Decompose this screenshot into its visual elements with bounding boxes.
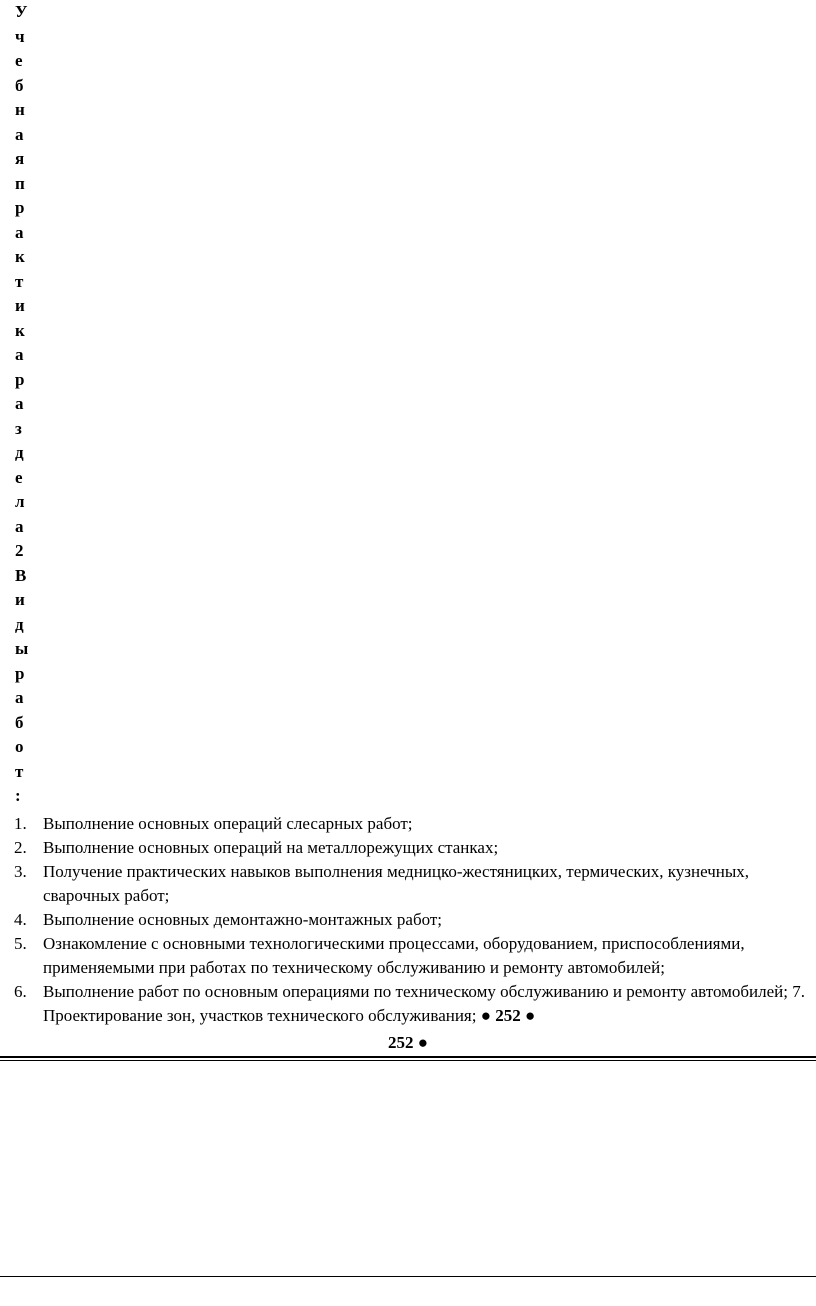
page-divider (0, 1056, 816, 1058)
heading-char: а (15, 516, 24, 536)
heading-char: я (15, 149, 25, 168)
list-item-number: 3. (14, 862, 27, 881)
heading-char: п (15, 173, 25, 193)
heading-char: ч (15, 26, 25, 46)
heading-char: а (15, 394, 24, 413)
heading-char: о (15, 737, 24, 756)
heading-char: з (15, 418, 22, 438)
heading-char: 2 (15, 541, 24, 560)
work-list (14, 812, 814, 1028)
heading-char: е (15, 467, 23, 487)
heading-char: т (15, 271, 24, 291)
heading-char: б (15, 75, 24, 95)
heading-char: р (15, 369, 25, 389)
heading-char: а (15, 222, 24, 242)
list-item-text: Выполнение работ по основным операциями по техническому обслуживанию и ремонту автомобилей; 7. Проектирование зон, участков технического обслуживания; (43, 982, 805, 1025)
heading-char: б (15, 712, 24, 732)
list-item-text: Выполнение основных операций слесарных работ; (43, 814, 413, 833)
heading-char: е (15, 51, 23, 70)
list-item-number: 6. (14, 982, 27, 1001)
heading-char: ы (15, 639, 29, 658)
heading-char: р (15, 198, 25, 217)
list-item (14, 980, 814, 1028)
heading-char: к (15, 247, 25, 266)
list-item (14, 932, 814, 980)
list-item-number: 2. (14, 838, 27, 857)
heading-char: : (15, 786, 21, 805)
heading-char: д (15, 614, 24, 634)
list-item-text: Выполнение основных демонтажно-монтажных работ; (43, 910, 443, 929)
list-item (14, 908, 814, 932)
heading-char: д (15, 443, 24, 462)
heading-char: р (15, 663, 25, 683)
vertical-heading (15, 0, 45, 809)
list-item-text: Ознакомление с основными технологическими процессами, оборудованием, приспособлениями, применяемыми при работах по техническому обслуживанию и ремонту автомобилей; (43, 934, 745, 977)
list-item-text: Выполнение основных операций на металлорежущих станках; (43, 838, 499, 857)
page-number (0, 1033, 816, 1053)
bullet-icon: ● (525, 1006, 536, 1025)
list-item-number: 5. (14, 934, 27, 953)
list-item-number: 4. (14, 910, 27, 929)
heading-char: к (15, 320, 25, 340)
heading-char: У (15, 2, 28, 21)
heading-char: а (15, 688, 24, 707)
heading-char: В (15, 565, 27, 585)
heading-char: т (15, 761, 24, 781)
page-number-value: 252 (387, 1033, 414, 1052)
list-item (14, 860, 814, 908)
heading-char: а (15, 124, 24, 144)
bullet-icon: ● (480, 1006, 492, 1025)
heading-char: и (15, 590, 25, 609)
bottom-divider (0, 1276, 816, 1277)
list-item (14, 812, 814, 836)
list-item-number: 1. (14, 814, 27, 833)
list-item (14, 836, 814, 860)
heading-char: и (15, 296, 25, 315)
list-item-text: Получение практических навыков выполнения медницко-жестяницких, термических, кузнечных, сварочных работ; (43, 862, 750, 905)
inline-page-number: 252 (495, 1006, 521, 1025)
heading-char: л (15, 492, 25, 511)
page-divider-thin (0, 1060, 816, 1061)
heading-char: а (15, 345, 24, 364)
heading-char: н (15, 100, 25, 119)
bullet-icon: ● (417, 1033, 429, 1052)
